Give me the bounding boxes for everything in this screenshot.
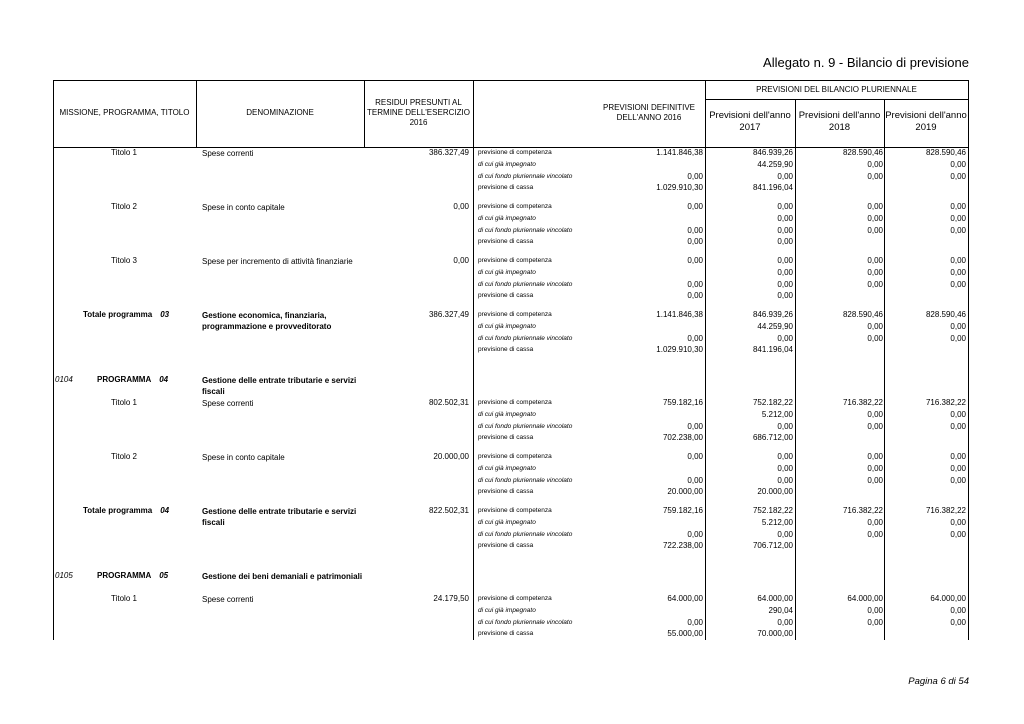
previsione-2018-value: 0,00: [867, 225, 883, 235]
table-row: [53, 422, 968, 434]
previsione-definitiva-value: 1.141.846,38: [656, 310, 703, 319]
previsione-2018-value: 0,00: [867, 213, 883, 223]
row-label: di cui già impegnato: [478, 160, 536, 168]
table-row: [53, 148, 968, 160]
header-previsioni-definitive: PREVISIONI DEFINITIVE DELL'ANNO 2016: [602, 103, 695, 122]
titolo-denominazione: Spese correnti: [202, 399, 254, 408]
header-missione: MISSIONE, PROGRAMMA, TITOLO: [59, 108, 190, 117]
previsione-2019-value: 0,00: [950, 225, 966, 235]
table-row: [53, 226, 968, 238]
programma-row: [53, 375, 968, 396]
titolo-label: Titolo 2: [111, 452, 137, 461]
previsione-2019-value: 0,00: [950, 475, 966, 485]
table-row: [53, 518, 968, 530]
previsione-2018-value: 0,00: [867, 605, 883, 615]
previsione-2019-value: 716.382,22: [925, 506, 966, 515]
row-label: di cui già impegnato: [478, 518, 536, 526]
previsione-definitiva-value: 64.000,00: [667, 594, 703, 603]
previsione-2017-value: 706.712,00: [752, 541, 793, 551]
row-label: di cui fondo pluriennale vincolato: [478, 476, 573, 484]
titolo-label: Titolo 1: [111, 148, 137, 157]
previsione-2017-value: 0,00: [777, 279, 793, 289]
previsione-2019-value: 0,00: [950, 463, 966, 473]
titolo-denominazione: Spese correnti: [202, 595, 254, 604]
programma-label: PROGRAMMA: [97, 571, 152, 580]
table-right-border: [968, 80, 969, 640]
previsione-2019-value: 0,00: [950, 213, 966, 223]
previsione-2017-value: 752.182,22: [752, 398, 793, 407]
row-label: previsione di cassa: [478, 434, 534, 442]
previsione-2017-value: 44.259,90: [757, 159, 793, 169]
previsione-2017-value: 0,00: [777, 291, 793, 301]
table-row: [53, 214, 968, 226]
previsione-2019-value: 0,00: [950, 421, 966, 431]
table-row: [53, 618, 968, 630]
previsione-2017-value: 290,04: [768, 605, 793, 615]
previsione-2019-value: 828.590,46: [925, 148, 966, 157]
document-title: Allegato n. 9 - Bilancio di previsione: [763, 55, 969, 70]
previsione-2017-value: 0,00: [777, 421, 793, 431]
titolo-denominazione: Spese in conto capitale: [202, 203, 285, 212]
previsione-2017-value: 0,00: [777, 213, 793, 223]
residui-value: 20.000,00: [433, 452, 469, 461]
previsione-2019-value: 0,00: [950, 202, 966, 211]
previsione-2017-value: 0,00: [777, 475, 793, 485]
previsione-2017-value: 64.000,00: [757, 594, 793, 603]
header-denominazione: DENOMINAZIONE: [246, 108, 314, 117]
table-top-border: [53, 80, 968, 81]
row-label: di cui fondo pluriennale vincolato: [478, 280, 573, 288]
row-label: di cui già impegnato: [478, 410, 536, 418]
previsione-2017-value: 20.000,00: [757, 487, 793, 497]
previsione-2018-value: 0,00: [867, 421, 883, 431]
row-label: previsione di cassa: [478, 346, 534, 354]
previsione-2019-value: 0,00: [950, 605, 966, 615]
table-row: [53, 452, 968, 464]
previsione-2018-value: 0,00: [867, 202, 883, 211]
previsione-definitiva-value: 55.000,00: [667, 629, 703, 639]
previsione-2019-value: 0,00: [950, 452, 966, 461]
previsione-2018-value: 0,00: [867, 409, 883, 419]
row-label: previsione di cassa: [478, 630, 534, 638]
table-row: [53, 541, 968, 553]
previsione-2018-value: 0,00: [867, 517, 883, 527]
row-label: previsione di cassa: [478, 238, 534, 246]
previsione-2017-value: 752.182,22: [752, 506, 793, 515]
previsione-2018-value: 828.590,46: [842, 148, 883, 157]
previsione-2017-value: 0,00: [777, 333, 793, 343]
residui-value: 0,00: [453, 202, 469, 211]
previsione-definitiva-value: 0,00: [687, 237, 703, 247]
previsione-2019-value: 0,00: [950, 517, 966, 527]
previsione-definitiva-value: 759.182,16: [662, 398, 703, 407]
row-label: previsione di competenza: [478, 149, 552, 156]
totale-number: 04: [160, 506, 170, 515]
programma-code: 0105: [55, 571, 73, 580]
previsione-2018-value: 716.382,22: [842, 398, 883, 407]
programma-number: 04: [159, 375, 169, 384]
previsione-definitiva-value: 0,00: [687, 225, 703, 235]
table-row: [53, 487, 968, 499]
previsione-2018-value: 0,00: [867, 475, 883, 485]
row-label: di cui fondo pluriennale vincolato: [478, 226, 573, 234]
row-label: previsione di cassa: [478, 542, 534, 550]
previsione-2018-value: 716.382,22: [842, 506, 883, 515]
row-label: di cui già impegnato: [478, 214, 536, 222]
table-row: [53, 345, 968, 357]
table-row: [53, 160, 968, 172]
table-row: [53, 594, 968, 606]
previsione-2017-value: 841.196,04: [752, 345, 793, 355]
totale-label: Totale programma: [83, 310, 153, 319]
previsione-2017-value: 0,00: [777, 452, 793, 461]
titolo-denominazione: Spese correnti: [202, 149, 254, 158]
row-label: di cui già impegnato: [478, 322, 536, 330]
totale-number: 03: [160, 310, 170, 319]
previsione-definitiva-value: 0,00: [687, 452, 703, 461]
row-label: di cui fondo pluriennale vincolato: [478, 422, 573, 430]
programma-title: [97, 571, 168, 580]
table-row: [53, 291, 968, 303]
previsione-2018-value: 0,00: [867, 617, 883, 627]
previsione-definitiva-value: 0,00: [687, 291, 703, 301]
table-row: [53, 398, 968, 410]
previsione-definitiva-value: 0,00: [687, 333, 703, 343]
previsione-definitiva-value: 20.000,00: [667, 487, 703, 497]
row-label: previsione di competenza: [478, 595, 552, 602]
previsione-definitiva-value: 0,00: [687, 202, 703, 211]
previsione-2018-value: 0,00: [867, 171, 883, 181]
previsione-2019-value: 0,00: [950, 159, 966, 169]
header-anno-2017: Previsioni dell'anno 2017: [709, 110, 791, 133]
previsione-2017-value: 5.212,00: [761, 409, 793, 419]
previsione-2017-value: 841.196,04: [752, 183, 793, 193]
previsione-2019-value: 716.382,22: [925, 398, 966, 407]
previsione-2019-value: 828.590,46: [925, 310, 966, 319]
row-label: di cui già impegnato: [478, 464, 536, 472]
previsione-definitiva-value: 702.238,00: [662, 433, 703, 443]
previsione-2018-value: 0,00: [867, 463, 883, 473]
programma-row: [53, 571, 968, 583]
table-row: [53, 322, 968, 334]
table-row: [53, 183, 968, 195]
programma-denominazione: Gestione delle entrate tributarie e servizi fiscali: [202, 376, 357, 396]
previsione-2019-value: 0,00: [950, 617, 966, 627]
totale-denominazione: Gestione delle entrate tributarie e servizi fiscali: [202, 507, 357, 527]
previsione-2019-value: 0,00: [950, 529, 966, 539]
programma-denominazione: Gestione dei beni demaniali e patrimoniali: [202, 572, 363, 581]
totale-programma-title: [83, 506, 169, 515]
header-anno-2018: Previsioni dell'anno 2018: [798, 110, 881, 133]
previsione-definitiva-value: 1.029.910,30: [656, 183, 703, 193]
table-row: [53, 268, 968, 280]
programma-title: [97, 375, 168, 384]
previsione-2017-value: 0,00: [777, 529, 793, 539]
titolo-label: Titolo 3: [111, 256, 137, 265]
table-row: [53, 464, 968, 476]
row-label: previsione di competenza: [478, 507, 552, 514]
previsione-2017-value: 70.000,00: [757, 629, 793, 639]
residui-value: 24.179,50: [433, 594, 469, 603]
previsione-2018-value: 0,00: [867, 333, 883, 343]
row-label: previsione di competenza: [478, 257, 552, 264]
row-label: di cui già impegnato: [478, 606, 536, 614]
previsione-2018-value: 0,00: [867, 529, 883, 539]
previsione-2017-value: 5.212,00: [761, 517, 793, 527]
previsione-2019-value: 0,00: [950, 409, 966, 419]
residui-value: 386.327,49: [428, 310, 469, 319]
table-row: [53, 530, 968, 542]
previsione-2017-value: 0,00: [777, 171, 793, 181]
table-row: [53, 433, 968, 445]
previsione-2018-value: 0,00: [867, 267, 883, 277]
programma-label: PROGRAMMA: [97, 375, 152, 384]
programma-code: 0104: [55, 375, 73, 384]
table-row: [53, 202, 968, 214]
row-label: di cui fondo pluriennale vincolato: [478, 334, 573, 342]
previsione-2018-value: 0,00: [867, 159, 883, 169]
previsione-2017-value: 0,00: [777, 225, 793, 235]
titolo-label: Titolo 1: [111, 398, 137, 407]
previsione-2018-value: 828.590,46: [842, 310, 883, 319]
previsione-definitiva-value: 1.029.910,30: [656, 345, 703, 355]
titolo-label: Titolo 1: [111, 594, 137, 603]
row-label: previsione di cassa: [478, 184, 534, 192]
table-row: [53, 280, 968, 292]
row-label: previsione di cassa: [478, 488, 534, 496]
previsione-definitiva-value: 0,00: [687, 475, 703, 485]
previsione-2017-value: 44.259,90: [757, 321, 793, 331]
previsione-2019-value: 0,00: [950, 279, 966, 289]
table-row: [53, 256, 968, 268]
totale-label: Totale programma: [83, 506, 153, 515]
row-label: previsione di competenza: [478, 399, 552, 406]
previsione-2017-value: 0,00: [777, 617, 793, 627]
titolo-denominazione: Spese per incremento di attività finanziarie: [202, 257, 353, 266]
residui-value: 386.327,49: [428, 148, 469, 157]
previsione-2019-value: 64.000,00: [930, 594, 966, 603]
page-number: Pagina 6 di 54: [908, 676, 969, 687]
previsione-2019-value: 0,00: [950, 267, 966, 277]
previsione-definitiva-value: 0,00: [687, 256, 703, 265]
row-label: di cui già impegnato: [478, 268, 536, 276]
residui-value: 0,00: [453, 256, 469, 265]
row-label: previsione di competenza: [478, 311, 552, 318]
residui-value: 822.502,31: [428, 506, 469, 515]
previsione-definitiva-value: 759.182,16: [662, 506, 703, 515]
totale-denominazione: Gestione economica, finanziaria, programmazione e provveditorato: [202, 311, 332, 331]
row-label: di cui fondo pluriennale vincolato: [478, 618, 573, 626]
previsione-2019-value: 0,00: [950, 321, 966, 331]
table-row: [53, 606, 968, 618]
previsione-2017-value: 0,00: [777, 237, 793, 247]
previsione-definitiva-value: 722.238,00: [662, 541, 703, 551]
previsione-2017-value: 846.939,26: [752, 148, 793, 157]
previsione-definitiva-value: 0,00: [687, 421, 703, 431]
titolo-denominazione: Spese in conto capitale: [202, 453, 285, 462]
previsione-definitiva-value: 0,00: [687, 617, 703, 627]
table-row: [53, 172, 968, 184]
row-label: previsione di cassa: [478, 292, 534, 300]
table-row: [53, 476, 968, 488]
table-row: [53, 334, 968, 346]
programma-number: 05: [159, 571, 169, 580]
previsione-2019-value: 0,00: [950, 333, 966, 343]
table-row: [53, 237, 968, 249]
previsione-2017-value: 686.712,00: [752, 433, 793, 443]
row-label: di cui fondo pluriennale vincolato: [478, 172, 573, 180]
previsione-2019-value: 0,00: [950, 256, 966, 265]
row-label: previsione di competenza: [478, 453, 552, 460]
header-anno-2019: Previsioni dell'anno 2019: [885, 110, 967, 133]
table-row: [53, 410, 968, 422]
previsione-2017-value: 0,00: [777, 463, 793, 473]
previsione-2018-value: 0,00: [867, 256, 883, 265]
previsione-2018-value: 0,00: [867, 321, 883, 331]
totale-programma-title: [83, 310, 169, 319]
previsione-2017-value: 846.939,26: [752, 310, 793, 319]
previsione-2017-value: 0,00: [777, 267, 793, 277]
previsione-2019-value: 0,00: [950, 171, 966, 181]
previsione-2017-value: 0,00: [777, 256, 793, 265]
previsione-2018-value: 0,00: [867, 452, 883, 461]
previsione-definitiva-value: 1.141.846,38: [656, 148, 703, 157]
previsione-2018-value: 64.000,00: [847, 594, 883, 603]
pluriennale-divider: [705, 99, 968, 100]
budget-table: [53, 80, 968, 640]
table-row: [53, 629, 968, 641]
row-label: di cui fondo pluriennale vincolato: [478, 530, 573, 538]
previsione-definitiva-value: 0,00: [687, 171, 703, 181]
previsione-definitiva-value: 0,00: [687, 279, 703, 289]
residui-value: 802.502,31: [428, 398, 469, 407]
row-label: previsione di competenza: [478, 203, 552, 210]
header-pluriennale: PREVISIONI DEL BILANCIO PLURIENNALE: [756, 85, 917, 94]
previsione-definitiva-value: 0,00: [687, 529, 703, 539]
previsione-2018-value: 0,00: [867, 279, 883, 289]
previsione-2017-value: 0,00: [777, 202, 793, 211]
header-residui: RESIDUI PRESUNTI AL TERMINE DELL'ESERCIZIO 2016: [367, 98, 470, 127]
titolo-label: Titolo 2: [111, 202, 137, 211]
